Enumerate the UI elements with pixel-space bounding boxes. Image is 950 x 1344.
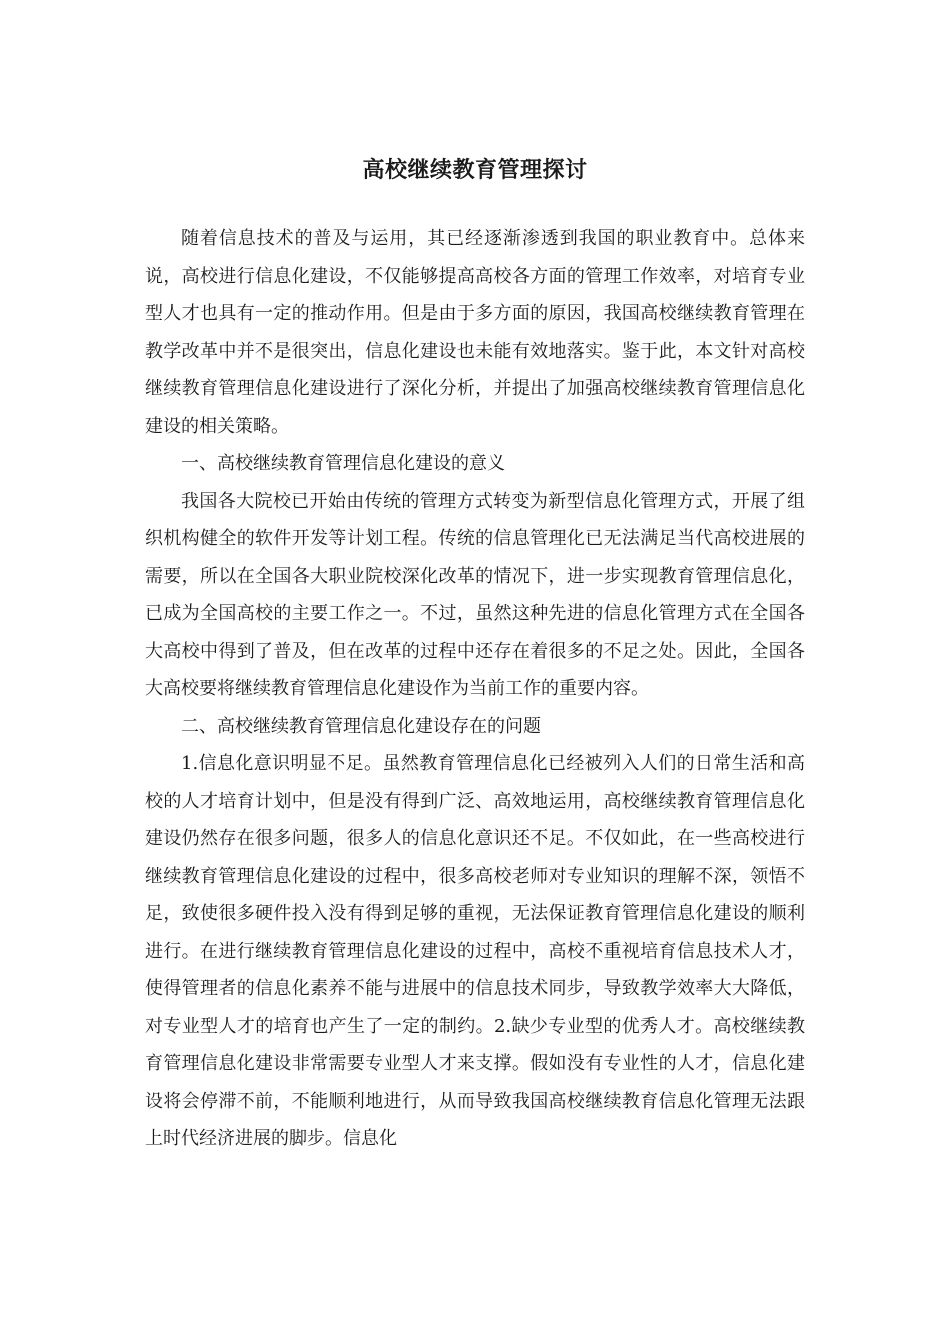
document-title: 高校继续教育管理探讨 [362, 157, 588, 183]
problems-paragraph: 1.信息化意识明显不足。虽然教育管理信息化已经被列入人们的日常生活和高校的人才培育计划中，但是没有得到广泛、高效地运用，高校继续教育管理信息化建设仍然存在很多问题，很多人的信息化意识还不足。不仅如此，在一些高校进行继续教育管理信息化建设的过程中，很多高校老师对专业知识的理解不深，领悟不足，致使很多硬件投入没有得到足够的重视，无法保证教育管理信息化建设的顺利进行。在进行继续教育管理信息化建设的过程中，高校不重视培育信息技术人才，使得管理者的信息化素养不能与进展中的信息技术同步，导致教学效率大大降低，对专业型人才的培育也产生了一定的制约。2.缺少专业型的优秀人才。高校继续教育管理信息化建设非常需要专业型人才来支撑。假如没有专业性的人才，信息化建设将会停滞不前，不能顺利地进行，从而导致我国高校继续教育信息化管理无法跟上时代经济进展的脚步。信息化 [145, 753, 805, 1149]
significance-paragraph: 我国各大院校已开始由传统的管理方式转变为新型信息化管理方式，开展了组织机构健全的软件开发等计划工程。传统的信息管理化已无法满足当代高校进展的需要，所以在全国各大职业院校深化改革的情况下，进一步实现教育管理信息化，已成为全国高校的主要工作之一。不过，虽然这种先进的信息化管理方式在全国各大高校中得到了普及，但在改革的过程中还存在着很多的不足之处。因此，全国各大高校要将继续教育管理信息化建设作为当前工作的重要内容。 [145, 490, 805, 699]
section-heading-significance: 一、高校继续教育管理信息化建设的意义 [181, 453, 505, 474]
intro-paragraph: 随着信息技术的普及与运用，其已经逐渐渗透到我国的职业教育中。总体来说，高校进行信息化建设，不仅能够提高高校各方面的管理工作效率，对培育专业型人才也具有一定的推动作用。但是由于多方面的原因，我国高校继续教育管理在教学改革中并不是很突出，信息化建设也未能有效地落实。鉴于此，本文针对高校继续教育管理信息化建设进行了深化分析，并提出了加强高校继续教育管理信息化建设的相关策略。 [145, 228, 805, 437]
document-page [145, 150, 805, 1158]
document-body [145, 220, 805, 1158]
section-heading-problems: 二、高校继续教育管理信息化建设存在的问题 [181, 715, 541, 737]
